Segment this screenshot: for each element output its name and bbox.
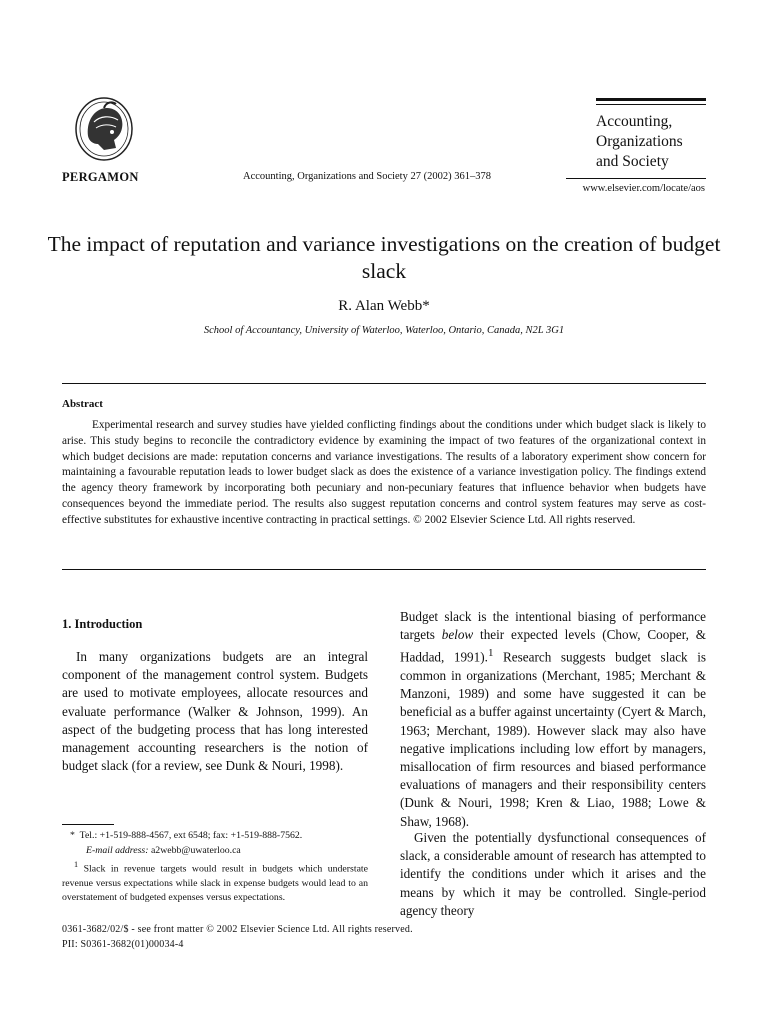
masthead-rule-thick [596, 98, 706, 101]
section-heading: 1. Introduction [62, 617, 143, 631]
footnote-mark: 1 [74, 860, 79, 869]
email-label: E-mail address: [86, 844, 149, 856]
body-text: their expected levels (Chow, Cooper, & Haddad, 1991). [400, 627, 706, 665]
journal-masthead [596, 98, 706, 179]
article-title: The impact of reputation and variance investigations on the creation of budget slack [47, 232, 721, 283]
journal-name [596, 105, 706, 178]
intro-paragraph: In many organizations budgets are an integral component of the management control system. Budgets are used to motivate employees, allocate resources and evaluate performance (Walker & Johnson, 1999). An aspect of the budgeting process that has long interested management accounting researchers is the notion of budget slack (for a review, see Dunk & Nouri, 1998). [62, 649, 368, 774]
author-contact: Tel.: +1-519-888-4567, ext 6548; fax: +1-519-888-7562. [79, 830, 303, 841]
pergamon-helmet-logo-icon [74, 96, 134, 162]
body-paragraph: Given the potentially dysfunctional consequences of slack, a considerable amount of research has attempted to identify the conditions under which it arises and the means by which it may be controlled. Single-period agency theory [400, 830, 706, 918]
pii-line: PII: S0361-3682(01)00034-4 [62, 938, 184, 950]
abstract-top-rule [62, 383, 706, 384]
copyright-line: 0361-3682/02/$ - see front matter © 2002 Elsevier Science Ltd. All rights reserved. [62, 924, 413, 935]
footnote-ref[interactable]: 1 [487, 647, 494, 660]
journal-url[interactable]: www.elsevier.com/locate/aos [582, 183, 705, 194]
journal-name-line: and Society [596, 153, 669, 170]
footnote-mark: * [70, 830, 75, 841]
journal-name-line: Accounting, [596, 113, 673, 130]
masthead-rule-bottom [566, 178, 706, 179]
publisher-logo [74, 96, 134, 162]
footnote-rule [62, 824, 114, 825]
abstract-text: Experimental research and survey studies have yielded conflicting findings about the conditions under which budget slack is likely to arise. This study begins to reconcile the contradictory evidence by examining the impact of two features of the organizational context in which budget decisions are made: reputation concerns and variance investigations. The results of a laboratory experiment show concern for maintaining a favourable reputation leads to lower budget slack as does the existence of a variance investigation policy. The findings extend the agency theory framework by incorporating both pecuniary and non-pecuniary features that influence behavior when budgets have consequences beyond the immediate period. The results also suggest reputation concerns and control system features may serve as cost-effective substitutes for exhaustive incentive contracting in practical settings. © 2002 Elsevier Science Ltd. All rights reserved. [62, 419, 706, 526]
journal-citation: Accounting, Organizations and Society 27 (2002) 361–378 [243, 171, 491, 182]
journal-name-line: Organizations [596, 133, 683, 150]
publisher-name: PERGAMON [62, 170, 139, 184]
abstract-bottom-rule [62, 569, 706, 570]
emphasis-text: below [441, 627, 474, 643]
footnote-2 [62, 858, 368, 906]
abstract-heading: Abstract [62, 398, 103, 410]
body-paragraph [400, 608, 706, 831]
article-author: R. Alan Webb* [338, 298, 430, 314]
footnote-text: Slack in revenue targets would result in budgets which understate revenue versus expectations while slack in expense budgets would lead to an overstatement of budgeted expenses versus expectations. [62, 863, 368, 904]
footnote-email [62, 844, 368, 859]
footnote-1 [62, 829, 368, 844]
body-text: Research suggests budget slack is common in organizations (Merchant, 1985; Merchant & Manzoni, 1989) and some have suggested it can be beneficial as a buffer against uncertainty (Cyert & March, 1963; Merchant, 1989). However slack may also have negative implications including low effort by managers, misallocation of firm resources and biased performance evaluations of managers and their responsibility centers (Dunk & Nouri, 1998; Kren & Liao, 1988; Lowe & Shaw, 1968). [400, 649, 707, 829]
email-address[interactable]: a2webb@uwaterloo.ca [150, 844, 241, 856]
footnotes [62, 829, 368, 906]
author-affiliation: School of Accountancy, University of Waterloo, Waterloo, Ontario, Canada, N2L 3G1 [203, 325, 565, 336]
body-text: Budget slack is the intentional biasing of performance targets [400, 609, 706, 643]
page-footer [62, 923, 413, 952]
